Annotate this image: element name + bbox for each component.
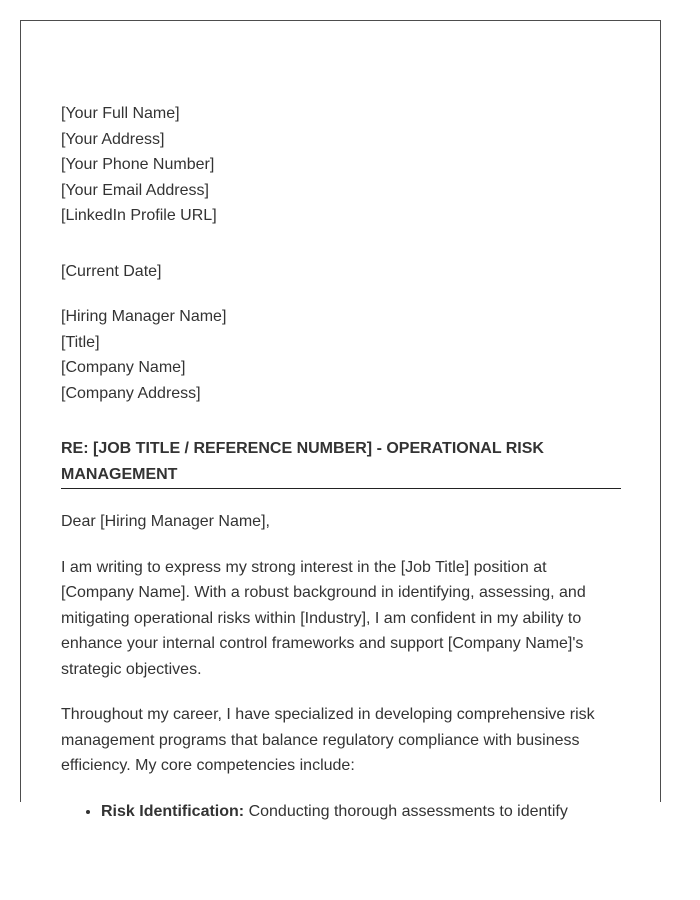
recipient-title: [Title] [61, 333, 100, 351]
body-paragraph-2: Throughout my career, I have specialized in developing comprehensive risk management programs that balance regulatory compliance with business efficiency. My core competencies include: [61, 706, 595, 774]
sender-block [61, 101, 621, 229]
subject-line: RE: [JOB TITLE / REFERENCE NUMBER] - OPERATIONAL RISK MANAGEMENT [61, 436, 621, 489]
sender-email: [Your Email Address] [61, 181, 209, 199]
recipient-company: [Company Name] [61, 359, 186, 376]
letter-page [20, 20, 661, 820]
recipient-name: [Hiring Manager Name] [61, 308, 227, 325]
letter-content [61, 101, 621, 824]
recipient-block [61, 304, 621, 406]
competency-item [101, 799, 621, 825]
competency-title: Risk Identification: [101, 802, 245, 820]
recipient-address: [Company Address] [61, 384, 201, 402]
date-block [61, 259, 621, 285]
sender-linkedin: [LinkedIn Profile URL] [61, 207, 217, 224]
sender-name: [Your Full Name] [61, 105, 180, 122]
sender-phone: [Your Phone Number] [61, 156, 215, 173]
competencies-list [61, 799, 621, 825]
competency-text: Conducting thorough assessments to identify [248, 802, 568, 820]
letter-date: [Current Date] [61, 262, 162, 280]
sender-address: [Your Address] [61, 130, 165, 148]
salutation: Dear [Hiring Manager Name], [61, 513, 270, 530]
body-paragraph-1: I am writing to express my strong interest in the [Job Title] position at [Company Name]. With a robust background in identifying, assessing, and mitigating operational risks within [Industry], I am confident in my ability to enhance your internal control frameworks and support [Company Name]'s strategic objectives. [61, 558, 586, 678]
